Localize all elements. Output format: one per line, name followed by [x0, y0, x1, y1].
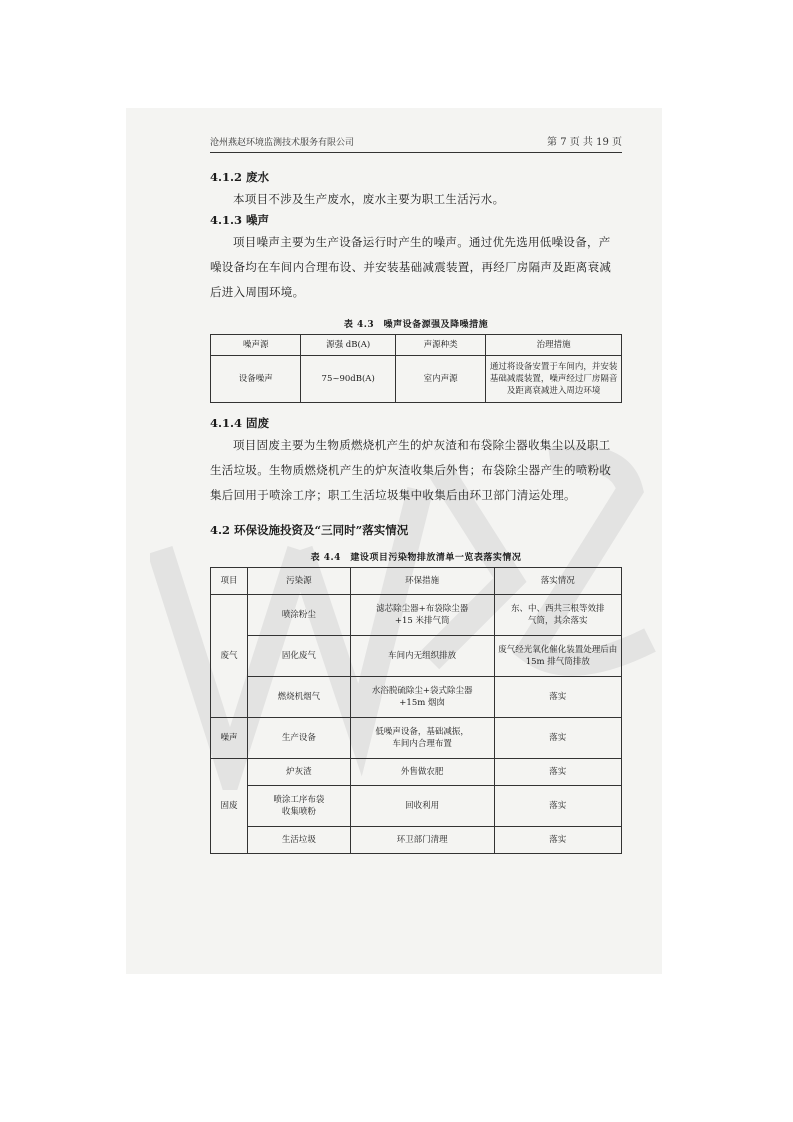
page-header	[210, 130, 622, 153]
table-cell: 水浴脱硫除尘+袋式除尘器+15m 烟囱	[350, 677, 494, 718]
table-header-cell: 源强 dB(A)	[301, 335, 396, 356]
table-cell: 废气经光氧化催化装置处理后由 15m 排气筒排放	[494, 636, 621, 677]
table-cell: 喷涂粉尘	[247, 595, 350, 636]
table-cell: 东、中、西共三根等效排气筒，其余落实	[494, 595, 621, 636]
paragraph-noise: 项目噪声主要为生产设备运行时产生的噪声。通过优先选用低噪设备，产噪设备均在车间内合理布设、并安装基础减震装置，再经厂房隔声及距离衰减后进入周围环境。	[210, 235, 612, 299]
table-caption-4-4: 表 4.4 建设项目污染物排放清单一览表落实情况	[310, 553, 522, 563]
table-category-cell: 噪声	[211, 718, 248, 759]
table-cell: 通过将设备安置于车间内，并安装基础减震装置，噪声经过厂房隔音及距离衰减进入周边环境	[486, 356, 622, 403]
table-row	[211, 786, 622, 827]
table-cell: 室内声源	[395, 356, 485, 403]
table-header-cell: 治理措施	[486, 335, 622, 356]
table-cell: 落实	[494, 759, 621, 786]
table-header-cell: 环保措施	[350, 568, 494, 595]
section-title-solid-waste: 4.1.4 固废	[210, 416, 270, 430]
table-cell: 滤芯除尘器+布袋除尘器+15 米排气筒	[350, 595, 494, 636]
table-cell: 落实	[494, 786, 621, 827]
paragraph-solid-waste: 项目固废主要为生物质燃烧机产生的炉灰渣和布袋除尘器收集尘以及职工生活垃圾。生物质燃烧机产生的炉灰渣收集后外售；布袋除尘器产生的喷粉收集后回用于喷涂工序；职工生活垃圾集中收集后由环卫部门清运处理。	[210, 438, 612, 502]
table-cell: 75~90dB(A)	[301, 356, 396, 403]
table-header-cell: 项目	[211, 568, 248, 595]
table-row	[211, 677, 622, 718]
table-cell: 喷涂工序布袋收集喷粉	[247, 786, 350, 827]
section-title-wastewater: 4.1.2 废水	[210, 170, 270, 184]
table-row	[211, 759, 622, 786]
table-cell: 设备噪声	[211, 356, 301, 403]
table-row	[211, 827, 622, 854]
table-row	[211, 356, 622, 403]
table-cell: 落实	[494, 718, 621, 759]
table-category-cell: 废气	[211, 595, 248, 718]
table-row	[211, 595, 622, 636]
table-header-row	[211, 335, 622, 356]
table-cell: 落实	[494, 677, 621, 718]
section-title-noise: 4.1.3 噪声	[210, 213, 270, 227]
table-cell: 生活垃圾	[247, 827, 350, 854]
table-cell: 落实	[494, 827, 621, 854]
table-caption-4-3: 表 4.3 噪声设备源强及降噪措施	[343, 320, 489, 330]
table-cell: 回收利用	[350, 786, 494, 827]
table-header-row	[211, 568, 622, 595]
table-cell: 车间内无组织排放	[350, 636, 494, 677]
table-cell: 燃烧机烟气	[247, 677, 350, 718]
section-title-investment: 4.2 环保设施投资及“三同时”落实情况	[210, 523, 409, 537]
table-header-cell: 噪声源	[211, 335, 301, 356]
table-header-cell: 污染源	[247, 568, 350, 595]
table-header-cell: 落实情况	[494, 568, 621, 595]
table-category-cell: 固废	[211, 759, 248, 854]
paragraph-wastewater: 本项目不涉及生产废水，废水主要为职工生活污水。	[233, 192, 505, 206]
noise-equipment-table	[210, 334, 622, 403]
page-number: 第 7 页 共 19 页	[547, 137, 622, 148]
company-name: 沧州燕赵环境监测技术服务有限公司	[210, 138, 355, 148]
table-cell: 低噪声设备，基础减振，车间内合理布置	[350, 718, 494, 759]
table-cell: 炉灰渣	[247, 759, 350, 786]
table-cell: 固化废气	[247, 636, 350, 677]
pollutant-discharge-table	[210, 567, 622, 854]
document-page	[210, 130, 622, 854]
table-cell: 生产设备	[247, 718, 350, 759]
table-cell: 环卫部门清理	[350, 827, 494, 854]
table-header-cell: 声源种类	[395, 335, 485, 356]
table-cell: 外售做农肥	[350, 759, 494, 786]
table-row	[211, 636, 622, 677]
table-row	[211, 718, 622, 759]
